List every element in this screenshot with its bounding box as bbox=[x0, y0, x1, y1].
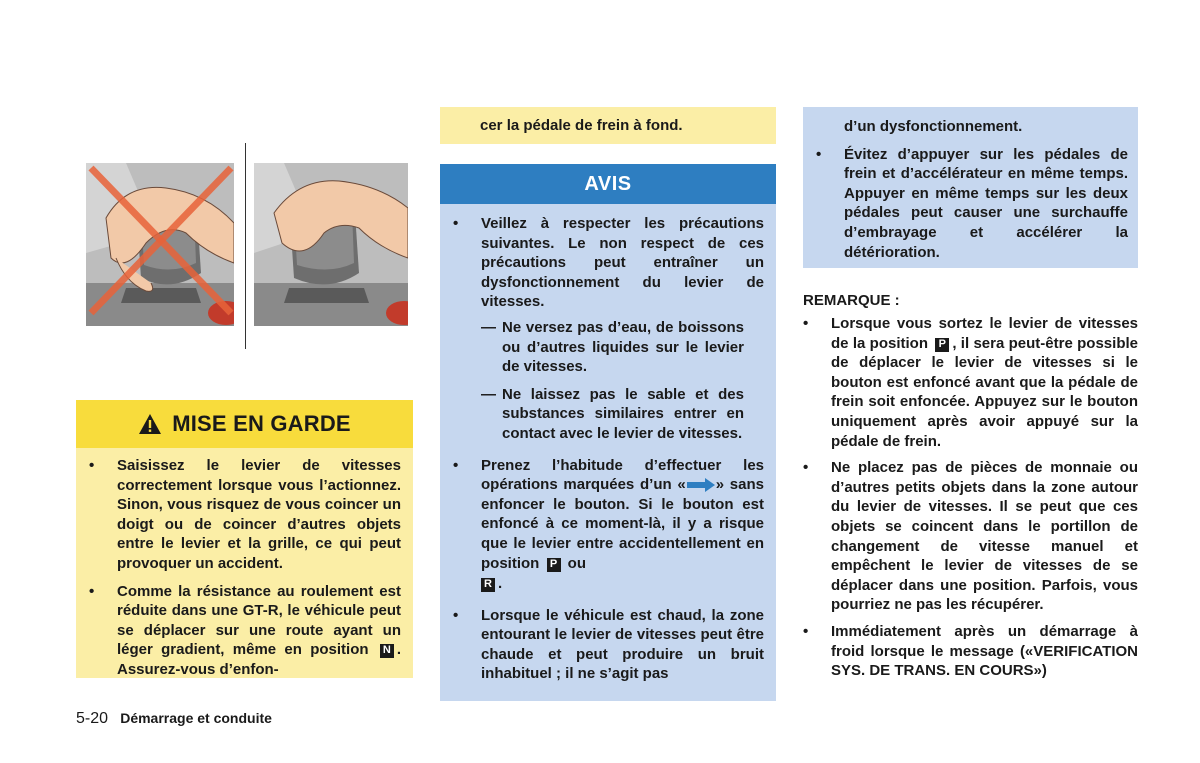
position-p-badge: P bbox=[935, 338, 949, 352]
notice-list bbox=[440, 214, 764, 694]
illustration-wrong-grip bbox=[86, 163, 234, 326]
illustration-correct-grip bbox=[254, 163, 408, 326]
continued-warning-text: cer la pédale de frein à fond. bbox=[480, 117, 683, 134]
continued-notice-list bbox=[803, 117, 1128, 270]
page-footer bbox=[76, 710, 272, 728]
remark-item: • Lorsque vous sortez le levier de vitesses de la position P , il sera peut-être possible de déplacer le levier de vitesses si le bouton est enfoncé avant que la pédale de frein soit enfoncée. Appuyez sur le bouton uniquement après avoir appuyé sur la pédale de frein. bbox=[803, 314, 1138, 451]
warning-triangle-icon bbox=[138, 413, 162, 435]
position-p-badge: P bbox=[547, 558, 561, 572]
notice-item: • Veillez à respecter les précautions suivantes. Le non respect de ces précautions peut entraîner un dysfonctionnement du levier de vitesses. bbox=[440, 214, 764, 312]
right-arrow-icon bbox=[686, 478, 716, 492]
remark-list bbox=[803, 314, 1138, 688]
position-r-badge: R bbox=[481, 578, 495, 592]
section-title: Démarrage et conduite bbox=[120, 710, 272, 726]
warning-title: MISE EN GARDE bbox=[172, 411, 351, 436]
notice-title: AVIS bbox=[584, 172, 632, 195]
page-number: 5-20 bbox=[76, 710, 109, 727]
remark-heading: REMARQUE : bbox=[803, 292, 900, 309]
warning-header bbox=[76, 400, 413, 448]
remark-item: • Ne placez pas de pièces de monnaie ou d’autres petits objets dans la zone autour du levier de vitesses. Il se peut que ces objets se coincent dans le portillon de changement de vitesse manuel et empêchent le levier de vitesses de se déplacer dans une position. Parfois, vous pourriez ne pas les récupérer. bbox=[803, 458, 1138, 615]
warning-item: • Saisissez le levier de vitesses correctement lorsque vous l’actionnez. Sinon, vous risquez de vous coincer un doigt ou de coincer d’autres objets entre le levier et la grille, ce qui peut provoquer un accident. bbox=[76, 456, 401, 574]
notice-header bbox=[440, 164, 776, 204]
notice-item: • Évitez d’appuyer sur les pédales de frein et d’accélérateur en même temps. Appuyer en même temps sur les deux pédales peut causer une surchauffe d’embrayage et accélérer la détérioration. bbox=[803, 145, 1128, 263]
notice-item: • Prenez l’habitude d’effectuer les opérations marquées d’un « » sans enfoncer le bouton. Si le bouton est enfoncé à ce moment-là, il y a risque que le levier entre accidentellement en position P ou R . bbox=[440, 456, 764, 594]
warning-item: • Comme la résistance au roulement est réduite dans une GT-R, le véhicule peut se déplacer sur une route ayant un léger gradient, même en position N . Assurez-vous d’enfon- bbox=[76, 582, 401, 680]
remark-item: • Immédiatement après un démarrage à froid lorsque le message («VERIFICATION SYS. DE TRANS. EN COURS») bbox=[803, 622, 1138, 681]
warning-list bbox=[76, 456, 401, 688]
notice-item: • Lorsque le véhicule est chaud, la zone entourant le levier de vitesses peut être chaude et peut produire un bruit inhabituel ; il ne s’agit pas bbox=[440, 606, 764, 684]
notice-subitem: — Ne laissez pas le sable et des substances similaires entrer en contact avec le levier de vitesses. bbox=[481, 385, 744, 442]
image-divider bbox=[245, 143, 246, 349]
notice-subitem: — Ne versez pas d’eau, de boissons ou d’autres liquides sur le levier de vitesses. bbox=[481, 318, 744, 376]
continued-notice-text: d’un dysfonctionnement. bbox=[844, 118, 1023, 135]
position-n-badge: N bbox=[380, 644, 394, 658]
